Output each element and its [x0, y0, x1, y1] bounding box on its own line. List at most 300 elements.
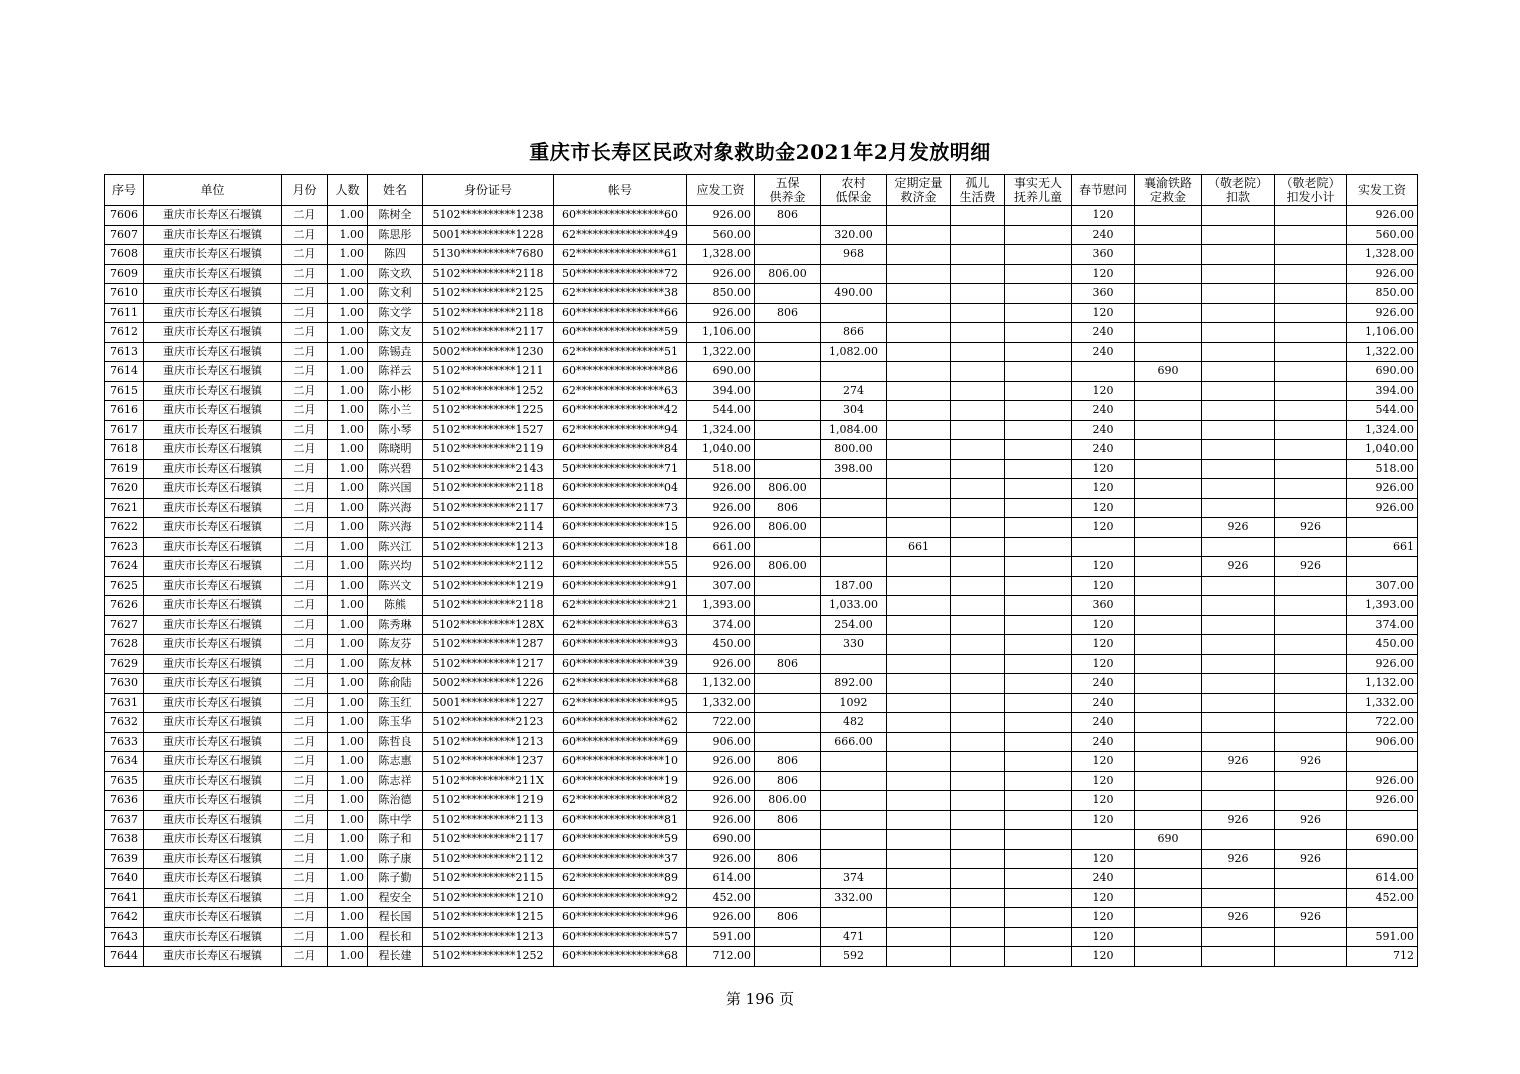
table-cell: 重庆市长寿区石堰镇	[144, 576, 282, 596]
table-cell	[821, 498, 887, 518]
table-cell	[887, 674, 951, 694]
table-cell: 906.00	[1347, 732, 1418, 752]
table-cell: 307.00	[687, 576, 755, 596]
table-cell	[951, 947, 1005, 967]
table-cell: 重庆市长寿区石堰镇	[144, 381, 282, 401]
table-row	[105, 303, 1418, 323]
table-cell	[951, 888, 1005, 908]
table-cell	[755, 674, 821, 694]
table-row	[105, 674, 1418, 694]
table-cell: 120	[1072, 849, 1135, 869]
table-row	[105, 284, 1418, 304]
table-cell: 陈秀琳	[368, 615, 423, 635]
table-cell: 程长国	[368, 908, 423, 928]
table-cell: 5102**********1213	[423, 732, 554, 752]
table-cell	[1135, 576, 1202, 596]
table-cell	[1005, 518, 1072, 538]
table-row	[105, 401, 1418, 421]
table-cell: 7616	[105, 401, 144, 421]
table-cell: 重庆市长寿区石堰镇	[144, 908, 282, 928]
table-cell: 二月	[282, 342, 328, 362]
table-cell	[1072, 537, 1135, 557]
table-cell: 120	[1072, 303, 1135, 323]
table-row	[105, 908, 1418, 928]
table-cell	[1005, 791, 1072, 811]
table-cell: 1.00	[328, 908, 368, 928]
table-cell: 5102**********1238	[423, 206, 554, 226]
table-cell	[1202, 674, 1275, 694]
table-cell	[1135, 206, 1202, 226]
table-cell	[1275, 245, 1347, 265]
table-row	[105, 849, 1418, 869]
table-cell: 240	[1072, 342, 1135, 362]
table-cell	[951, 810, 1005, 830]
relief-payment-table	[104, 174, 1418, 967]
table-cell: 二月	[282, 927, 328, 947]
table-cell: 陈玉红	[368, 693, 423, 713]
table-cell: 1.00	[328, 245, 368, 265]
table-cell: 452.00	[687, 888, 755, 908]
table-cell	[887, 869, 951, 889]
table-cell: 450.00	[1347, 635, 1418, 655]
table-cell	[1005, 459, 1072, 479]
table-cell: 62****************82	[554, 791, 687, 811]
table-cell: 1.00	[328, 498, 368, 518]
table-row	[105, 479, 1418, 499]
table-cell: 重庆市长寿区石堰镇	[144, 440, 282, 460]
table-cell	[887, 888, 951, 908]
column-header: 身份证号	[423, 175, 554, 206]
table-cell	[1202, 732, 1275, 752]
table-cell: 二月	[282, 615, 328, 635]
table-row	[105, 596, 1418, 616]
table-cell	[1005, 245, 1072, 265]
table-cell	[1275, 225, 1347, 245]
table-cell	[951, 771, 1005, 791]
table-cell: 7615	[105, 381, 144, 401]
table-cell: 926.00	[687, 908, 755, 928]
table-cell	[1005, 225, 1072, 245]
table-cell	[755, 596, 821, 616]
table-cell: 926.00	[1347, 206, 1418, 226]
table-cell: 518.00	[687, 459, 755, 479]
table-cell: 陈文学	[368, 303, 423, 323]
table-cell: 1.00	[328, 440, 368, 460]
table-cell: 892.00	[821, 674, 887, 694]
table-cell: 陈小彬	[368, 381, 423, 401]
table-cell	[1275, 947, 1347, 967]
table-cell	[1005, 342, 1072, 362]
table-cell	[887, 830, 951, 850]
table-cell: 重庆市长寿区石堰镇	[144, 557, 282, 577]
table-cell: 5102**********2117	[423, 498, 554, 518]
table-cell: 陈兴均	[368, 557, 423, 577]
column-header: 实发工资	[1347, 175, 1418, 206]
table-cell	[1005, 440, 1072, 460]
table-cell	[755, 420, 821, 440]
table-cell	[755, 342, 821, 362]
table-cell	[755, 225, 821, 245]
table-cell	[1135, 674, 1202, 694]
table-cell: 二月	[282, 459, 328, 479]
table-cell: 7627	[105, 615, 144, 635]
table-cell: 120	[1072, 888, 1135, 908]
table-cell: 62****************63	[554, 381, 687, 401]
table-cell	[821, 479, 887, 499]
table-cell: 1.00	[328, 518, 368, 538]
table-cell	[887, 771, 951, 791]
table-cell: 806	[755, 771, 821, 791]
table-cell: 60****************84	[554, 440, 687, 460]
table-cell: 1.00	[328, 888, 368, 908]
table-cell	[755, 362, 821, 382]
table-cell	[755, 888, 821, 908]
table-cell: 二月	[282, 420, 328, 440]
table-cell: 7643	[105, 927, 144, 947]
table-cell: 62****************95	[554, 693, 687, 713]
table-cell: 二月	[282, 323, 328, 343]
table-cell: 60****************81	[554, 810, 687, 830]
table-cell: 5102**********1210	[423, 888, 554, 908]
table-cell: 62****************51	[554, 342, 687, 362]
table-cell	[951, 245, 1005, 265]
table-cell: 60****************19	[554, 771, 687, 791]
table-cell	[1135, 752, 1202, 772]
table-cell: 重庆市长寿区石堰镇	[144, 674, 282, 694]
table-cell	[951, 908, 1005, 928]
table-cell	[755, 440, 821, 460]
table-cell: 1.00	[328, 713, 368, 733]
table-cell	[1135, 849, 1202, 869]
table-cell: 5102**********2118	[423, 303, 554, 323]
table-row	[105, 440, 1418, 460]
table-cell: 120	[1072, 381, 1135, 401]
table-row	[105, 537, 1418, 557]
column-header: 定期定量 救济金	[887, 175, 951, 206]
table-cell: 482	[821, 713, 887, 733]
table-cell	[951, 732, 1005, 752]
table-row	[105, 713, 1418, 733]
table-cell: 5102**********2118	[423, 596, 554, 616]
table-cell: 666.00	[821, 732, 887, 752]
table-cell	[951, 440, 1005, 460]
table-cell	[887, 401, 951, 421]
table-cell: 陈志惠	[368, 752, 423, 772]
table-cell: 二月	[282, 654, 328, 674]
table-cell	[1135, 245, 1202, 265]
table-cell: 7632	[105, 713, 144, 733]
table-row	[105, 927, 1418, 947]
table-cell: 陈子和	[368, 830, 423, 850]
table-cell	[821, 752, 887, 772]
table-cell: 二月	[282, 732, 328, 752]
table-row	[105, 264, 1418, 284]
table-cell: 320.00	[821, 225, 887, 245]
table-cell: 二月	[282, 557, 328, 577]
table-cell: 1.00	[328, 479, 368, 499]
table-cell	[1275, 440, 1347, 460]
table-cell: 591.00	[1347, 927, 1418, 947]
table-cell	[1005, 849, 1072, 869]
table-cell	[821, 830, 887, 850]
table-cell: 690	[1135, 362, 1202, 382]
table-cell: 120	[1072, 479, 1135, 499]
table-cell	[1275, 732, 1347, 752]
table-cell	[1275, 381, 1347, 401]
table-cell	[951, 557, 1005, 577]
table-row	[105, 947, 1418, 967]
table-cell: 60****************42	[554, 401, 687, 421]
table-cell	[755, 635, 821, 655]
table-cell: 614.00	[687, 869, 755, 889]
table-cell: 120	[1072, 459, 1135, 479]
table-cell	[887, 654, 951, 674]
table-cell: 程长和	[368, 927, 423, 947]
table-cell: 7611	[105, 303, 144, 323]
table-cell: 240	[1072, 440, 1135, 460]
table-cell: 661.00	[687, 537, 755, 557]
table-cell: 1,033.00	[821, 596, 887, 616]
table-cell: 926.00	[687, 557, 755, 577]
table-cell	[1275, 869, 1347, 889]
table-cell: 重庆市长寿区石堰镇	[144, 713, 282, 733]
table-cell	[1202, 362, 1275, 382]
table-cell: 5102**********2118	[423, 479, 554, 499]
table-cell: 60****************62	[554, 713, 687, 733]
table-cell: 重庆市长寿区石堰镇	[144, 810, 282, 830]
table-cell	[1135, 284, 1202, 304]
table-cell	[1005, 401, 1072, 421]
table-cell: 360	[1072, 596, 1135, 616]
table-cell: 806	[755, 303, 821, 323]
table-cell: 7608	[105, 245, 144, 265]
table-cell: 1.00	[328, 693, 368, 713]
table-cell: 60****************15	[554, 518, 687, 538]
table-cell: 7619	[105, 459, 144, 479]
table-cell: 60****************68	[554, 947, 687, 967]
table-cell: 806.00	[755, 479, 821, 499]
table-cell: 926.00	[687, 206, 755, 226]
table-cell: 7639	[105, 849, 144, 869]
table-cell: 926.00	[687, 498, 755, 518]
table-cell	[1135, 791, 1202, 811]
table-cell	[951, 362, 1005, 382]
table-cell	[951, 459, 1005, 479]
table-cell	[887, 498, 951, 518]
table-cell: 二月	[282, 479, 328, 499]
table-cell: 926.00	[687, 264, 755, 284]
table-cell: 1.00	[328, 771, 368, 791]
table-cell	[1005, 596, 1072, 616]
table-cell: 60****************59	[554, 830, 687, 850]
table-cell: 806.00	[755, 791, 821, 811]
table-cell: 陈小琴	[368, 420, 423, 440]
table-cell: 360	[1072, 284, 1135, 304]
table-cell	[1135, 810, 1202, 830]
table-cell	[1275, 537, 1347, 557]
table-cell	[1135, 381, 1202, 401]
table-row	[105, 635, 1418, 655]
table-cell: 926	[1202, 752, 1275, 772]
table-cell	[1275, 615, 1347, 635]
table-cell: 1.00	[328, 830, 368, 850]
table-cell: 240	[1072, 323, 1135, 343]
table-cell: 5102**********2115	[423, 869, 554, 889]
table-row	[105, 420, 1418, 440]
table-cell	[821, 537, 887, 557]
table-cell: 重庆市长寿区石堰镇	[144, 342, 282, 362]
table-cell: 陈晓明	[368, 440, 423, 460]
table-cell: 1,328.00	[1347, 245, 1418, 265]
table-cell	[951, 654, 1005, 674]
table-cell: 7622	[105, 518, 144, 538]
table-cell: 661	[887, 537, 951, 557]
table-cell: 重庆市长寿区石堰镇	[144, 264, 282, 284]
table-cell	[1275, 771, 1347, 791]
table-cell	[1275, 401, 1347, 421]
table-cell: 1,106.00	[687, 323, 755, 343]
table-cell	[1202, 342, 1275, 362]
table-cell: 926.00	[1347, 264, 1418, 284]
table-cell: 926	[1275, 518, 1347, 538]
table-cell: 120	[1072, 791, 1135, 811]
table-cell: 重庆市长寿区石堰镇	[144, 947, 282, 967]
table-cell: 重庆市长寿区石堰镇	[144, 927, 282, 947]
table-cell: 120	[1072, 947, 1135, 967]
table-cell	[1072, 362, 1135, 382]
table-cell: 1,324.00	[687, 420, 755, 440]
table-cell: 50****************71	[554, 459, 687, 479]
table-cell: 120	[1072, 752, 1135, 772]
table-row	[105, 206, 1418, 226]
table-cell: 重庆市长寿区石堰镇	[144, 869, 282, 889]
table-cell	[1005, 537, 1072, 557]
table-cell: 120	[1072, 557, 1135, 577]
table-cell: 5002**********1226	[423, 674, 554, 694]
table-cell	[1202, 264, 1275, 284]
table-cell: 7631	[105, 693, 144, 713]
table-cell: 陈四	[368, 245, 423, 265]
table-cell: 450.00	[687, 635, 755, 655]
table-cell	[951, 518, 1005, 538]
table-row	[105, 498, 1418, 518]
table-cell	[1005, 810, 1072, 830]
table-cell: 120	[1072, 771, 1135, 791]
table-cell	[1202, 635, 1275, 655]
table-cell: 7606	[105, 206, 144, 226]
table-cell: 690.00	[1347, 362, 1418, 382]
table-cell: 陈子勤	[368, 869, 423, 889]
table-cell	[1005, 927, 1072, 947]
table-cell: 二月	[282, 401, 328, 421]
table-row	[105, 791, 1418, 811]
table-cell: 926	[1275, 849, 1347, 869]
table-cell	[821, 791, 887, 811]
table-cell	[821, 654, 887, 674]
table-cell	[1135, 323, 1202, 343]
table-cell	[821, 771, 887, 791]
table-cell: 62****************89	[554, 869, 687, 889]
table-cell	[755, 830, 821, 850]
table-cell: 544.00	[687, 401, 755, 421]
column-header: 人数	[328, 175, 368, 206]
table-cell: 1.00	[328, 420, 368, 440]
table-cell	[1135, 264, 1202, 284]
table-cell	[1202, 381, 1275, 401]
table-cell: 690.00	[1347, 830, 1418, 850]
table-cell	[1202, 479, 1275, 499]
table-cell: 7626	[105, 596, 144, 616]
table-row	[105, 518, 1418, 538]
table-cell: 926.00	[687, 518, 755, 538]
table-cell: 陈志祥	[368, 771, 423, 791]
table-cell	[887, 615, 951, 635]
table-cell: 二月	[282, 693, 328, 713]
table-cell: 5102**********2117	[423, 830, 554, 850]
table-cell	[1275, 927, 1347, 947]
table-cell: 332.00	[821, 888, 887, 908]
table-cell	[1005, 557, 1072, 577]
table-cell: 1.00	[328, 342, 368, 362]
table-cell: 591.00	[687, 927, 755, 947]
table-cell	[1005, 264, 1072, 284]
table-cell: 5102**********1219	[423, 791, 554, 811]
table-cell	[1202, 869, 1275, 889]
table-cell: 60****************10	[554, 752, 687, 772]
table-cell: 陈兴碧	[368, 459, 423, 479]
table-cell: 254.00	[821, 615, 887, 635]
table-cell: 二月	[282, 206, 328, 226]
table-cell: 722.00	[687, 713, 755, 733]
table-row	[105, 225, 1418, 245]
table-cell: 二月	[282, 752, 328, 772]
table-cell	[1202, 440, 1275, 460]
table-cell: 60****************57	[554, 927, 687, 947]
table-cell	[887, 206, 951, 226]
table-cell	[951, 401, 1005, 421]
table-cell	[1005, 771, 1072, 791]
table-cell	[1275, 888, 1347, 908]
table-row	[105, 888, 1418, 908]
table-cell: 二月	[282, 635, 328, 655]
table-cell: 240	[1072, 401, 1135, 421]
table-cell	[1135, 654, 1202, 674]
table-cell: 5102**********2113	[423, 810, 554, 830]
table-cell: 重庆市长寿区石堰镇	[144, 615, 282, 635]
table-cell: 120	[1072, 206, 1135, 226]
table-cell	[887, 264, 951, 284]
table-cell	[1005, 693, 1072, 713]
table-cell	[1275, 362, 1347, 382]
table-cell	[1135, 927, 1202, 947]
table-cell: 1.00	[328, 576, 368, 596]
table-cell: 重庆市长寿区石堰镇	[144, 401, 282, 421]
table-cell: 重庆市长寿区石堰镇	[144, 849, 282, 869]
table-cell: 7636	[105, 791, 144, 811]
table-cell: 926.00	[1347, 654, 1418, 674]
column-header: 姓名	[368, 175, 423, 206]
table-cell	[951, 596, 1005, 616]
table-cell	[951, 225, 1005, 245]
table-cell: 7644	[105, 947, 144, 967]
table-cell: 120	[1072, 635, 1135, 655]
table-cell	[1347, 752, 1418, 772]
table-cell: 1,393.00	[1347, 596, 1418, 616]
table-cell	[1202, 459, 1275, 479]
table-cell	[1202, 654, 1275, 674]
table-cell: 7620	[105, 479, 144, 499]
table-cell: 850.00	[1347, 284, 1418, 304]
